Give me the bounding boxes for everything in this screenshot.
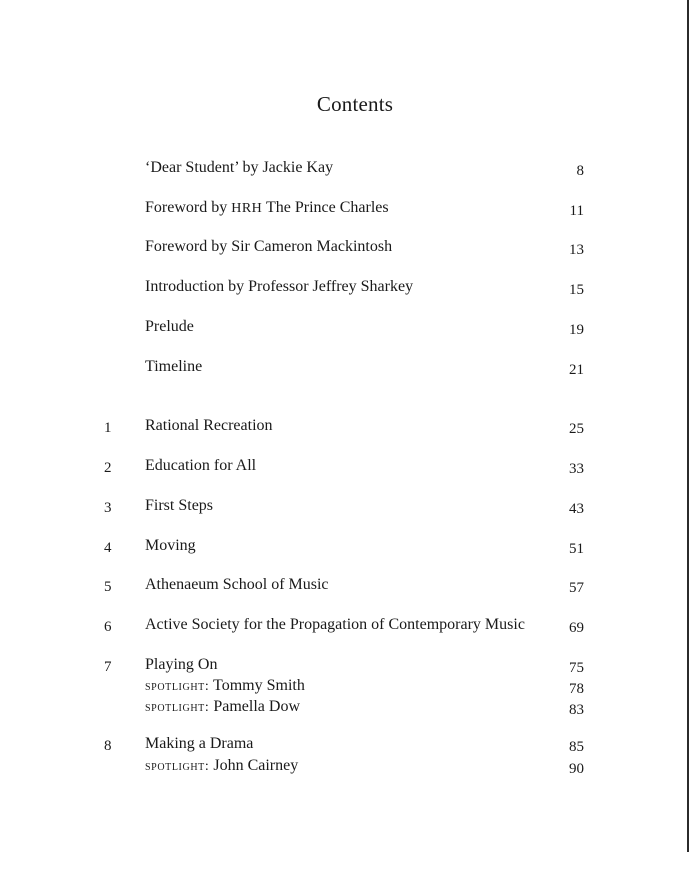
toc-entry[interactable] (0, 316, 689, 338)
spotlight-label: spotlight: John Cairney (145, 757, 299, 774)
toc-entry-label: Foreword by HRH The Prince Charles (145, 199, 389, 216)
toc-chapter[interactable] (0, 415, 689, 437)
spotlight-label: spotlight: Tommy Smith (145, 677, 305, 694)
chapter-page: 57 (569, 580, 584, 596)
spotlight-tag: spotlight: (145, 679, 210, 694)
toc-chapter[interactable] (0, 733, 689, 755)
toc-entry-page: 21 (569, 362, 584, 378)
chapter-title: Moving (145, 537, 196, 554)
toc-entry[interactable] (0, 197, 689, 219)
chapter-page: 25 (569, 421, 584, 437)
chapter-number: 8 (104, 738, 112, 754)
spotlight-tag: spotlight: (145, 759, 210, 774)
toc-entry-page: 13 (569, 242, 584, 258)
toc-entry[interactable] (0, 236, 689, 258)
toc-entry[interactable] (0, 276, 689, 298)
chapter-title: First Steps (145, 497, 214, 514)
toc-chapter[interactable] (0, 535, 689, 557)
toc-chapter[interactable] (0, 614, 689, 636)
toc-chapter[interactable] (0, 574, 689, 596)
toc-entry-label: Timeline (145, 358, 203, 375)
toc-spotlight[interactable] (0, 675, 689, 697)
toc-entry-page: 15 (569, 282, 584, 298)
page-title: Contents (316, 92, 394, 116)
chapter-title: Making a Drama (145, 735, 254, 752)
small-caps-text: HRH (231, 201, 263, 216)
chapter-title: Education for All (145, 457, 257, 474)
toc-spotlight[interactable] (0, 696, 689, 718)
spotlight-tag: spotlight: (145, 700, 210, 715)
chapter-page: 43 (569, 501, 584, 517)
spotlight-page: 90 (569, 761, 584, 777)
spotlight-page: 78 (569, 681, 584, 697)
chapter-page: 33 (569, 461, 584, 477)
toc-entry-page: 8 (576, 163, 584, 179)
spotlight-page: 83 (569, 702, 584, 718)
toc-entry-label: Foreword by Sir Cameron Mackintosh (145, 238, 393, 255)
toc-entry[interactable] (0, 356, 689, 378)
chapter-number: 7 (104, 659, 112, 675)
chapter-page: 69 (569, 620, 584, 636)
spotlight-label: spotlight: Pamella Dow (145, 698, 300, 715)
toc-chapter[interactable] (0, 654, 689, 676)
chapter-title: Athenaeum School of Music (145, 576, 329, 593)
chapter-number: 2 (104, 460, 112, 476)
chapter-title: Active Society for the Propagation of Contemporary Music (145, 616, 525, 633)
toc-spotlight[interactable] (0, 755, 689, 777)
toc-entry-label: Introduction by Professor Jeffrey Sharkey (145, 278, 414, 295)
chapter-page: 75 (569, 660, 584, 676)
toc-chapter[interactable] (0, 495, 689, 517)
chapter-number: 4 (104, 540, 112, 556)
toc-entry-label: Prelude (145, 318, 194, 335)
toc-entry[interactable] (0, 157, 689, 179)
chapter-title: Rational Recreation (145, 417, 273, 434)
toc-entry-page: 11 (569, 203, 584, 219)
toc-entry-page: 19 (569, 322, 584, 338)
toc-entry-label: ‘Dear Student’ by Jackie Kay (145, 159, 334, 176)
toc-chapter[interactable] (0, 455, 689, 477)
chapter-number: 3 (104, 500, 112, 516)
chapter-number: 5 (104, 579, 112, 595)
chapter-page: 51 (569, 541, 584, 557)
chapter-number: 6 (104, 619, 112, 635)
chapter-number: 1 (104, 420, 112, 436)
chapter-page: 85 (569, 739, 584, 755)
chapter-title: Playing On (145, 656, 218, 673)
